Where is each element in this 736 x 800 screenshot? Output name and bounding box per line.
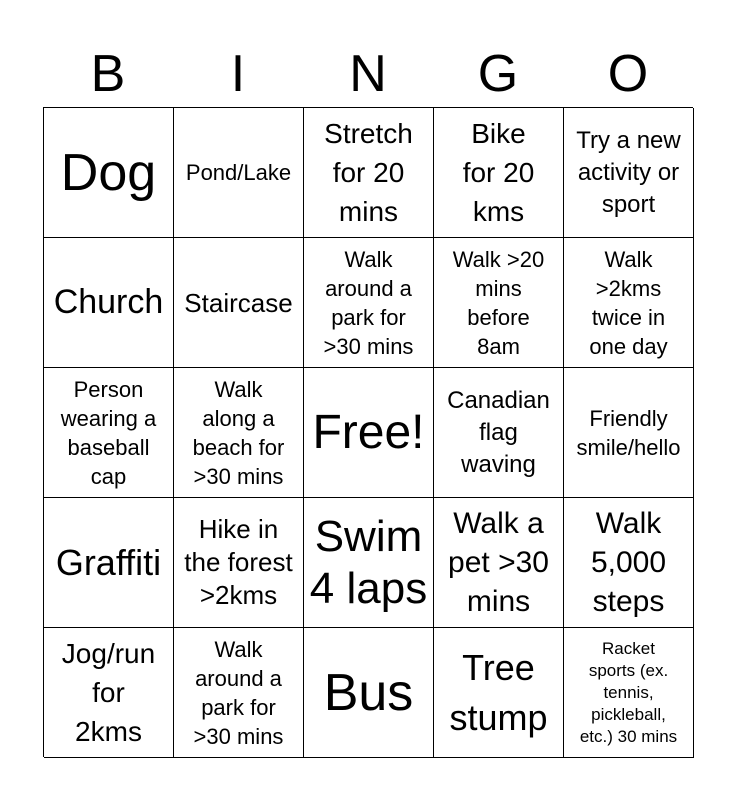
cell-text: Pond/Lake bbox=[185, 160, 292, 185]
cell-text: Jog/run for 2kms bbox=[61, 638, 156, 747]
cell-text: Staircase bbox=[184, 287, 293, 318]
bingo-cell-r3-c1[interactable] bbox=[44, 368, 174, 498]
cell-text: Stretch for 20 mins bbox=[324, 118, 413, 227]
bingo-grid bbox=[43, 107, 693, 757]
cell-text: Walk >20 mins before 8am bbox=[452, 246, 545, 359]
bingo-cell-r4-c1[interactable] bbox=[44, 498, 174, 628]
bingo-cell-r3-c4[interactable] bbox=[434, 368, 564, 498]
cell-text: Walk a pet >30 mins bbox=[448, 507, 549, 618]
bingo-cell-r1-c4[interactable] bbox=[434, 108, 564, 238]
bingo-cell-r2-c3[interactable] bbox=[304, 238, 434, 368]
cell-text: Walk along a beach for >30 mins bbox=[192, 376, 285, 489]
header-letter-b: B bbox=[90, 45, 126, 103]
bingo-cell-r4-c2[interactable] bbox=[174, 498, 304, 628]
header-letter-o: O bbox=[607, 45, 649, 103]
bingo-cell-r5-c5[interactable] bbox=[564, 628, 694, 758]
bingo-cell-r1-c2[interactable] bbox=[174, 108, 304, 238]
bingo-cell-r2-c2[interactable] bbox=[174, 238, 304, 368]
cell-text: Bus bbox=[323, 663, 414, 722]
cell-text: Try a new activity or sport bbox=[576, 126, 681, 218]
cell-text: Church bbox=[53, 283, 164, 321]
bingo-cell-r4-c5[interactable] bbox=[564, 498, 694, 628]
cell-text: Walk 5,000 steps bbox=[590, 507, 667, 618]
bingo-header bbox=[43, 40, 693, 108]
bingo-cell-r3-c3[interactable] bbox=[304, 368, 434, 498]
cell-text: Canadian flag waving bbox=[447, 386, 550, 478]
bingo-cell-r5-c4[interactable] bbox=[434, 628, 564, 758]
cell-text: Graffiti bbox=[55, 542, 162, 583]
header-letter-n: N bbox=[349, 45, 387, 103]
cell-text: Friendly smile/hello bbox=[576, 405, 681, 460]
bingo-cell-r2-c4[interactable] bbox=[434, 238, 564, 368]
bingo-cell-r1-c1[interactable] bbox=[44, 108, 174, 238]
bingo-cell-r1-c5[interactable] bbox=[564, 108, 694, 238]
cell-text: Swim 4 laps bbox=[309, 511, 428, 613]
bingo-cell-r5-c2[interactable] bbox=[174, 628, 304, 758]
cell-text: Racket sports (ex. tennis, pickleball, etc.) 30 mins bbox=[579, 638, 678, 746]
bingo-cell-r3-c5[interactable] bbox=[564, 368, 694, 498]
bingo-cell-r5-c1[interactable] bbox=[44, 628, 174, 758]
cell-text: Tree stump bbox=[449, 646, 548, 738]
bingo-cell-r3-c2[interactable] bbox=[174, 368, 304, 498]
cell-text: Hike in the forest >2kms bbox=[184, 514, 293, 610]
cell-text: Dog bbox=[60, 143, 157, 202]
bingo-cell-r2-c1[interactable] bbox=[44, 238, 174, 368]
bingo-cell-r4-c4[interactable] bbox=[434, 498, 564, 628]
cell-text: Walk around a park for >30 mins bbox=[323, 246, 414, 359]
bingo-cell-r1-c3[interactable] bbox=[304, 108, 434, 238]
header-letter-g: G bbox=[477, 45, 519, 103]
header-letter-i: I bbox=[230, 45, 246, 103]
cell-text: Bike for 20 kms bbox=[462, 118, 535, 227]
cell-text: Person wearing a baseball cap bbox=[60, 376, 157, 489]
bingo-cell-r4-c3[interactable] bbox=[304, 498, 434, 628]
cell-text: Walk >2kms twice in one day bbox=[589, 246, 668, 359]
bingo-cell-r2-c5[interactable] bbox=[564, 238, 694, 368]
cell-text: Walk around a park for >30 mins bbox=[193, 636, 284, 749]
cell-text: Free! bbox=[312, 405, 425, 459]
bingo-cell-r5-c3[interactable] bbox=[304, 628, 434, 758]
